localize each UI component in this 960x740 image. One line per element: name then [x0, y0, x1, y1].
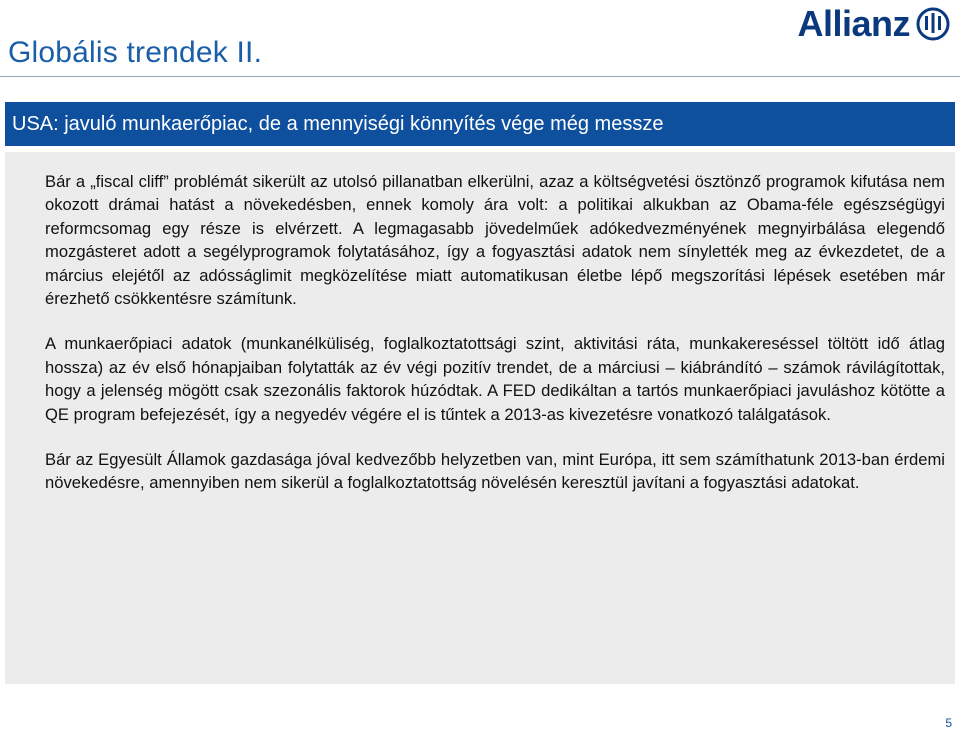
allianz-logo [797, 4, 950, 44]
bullet-marker [15, 332, 45, 426]
page-number: 5 [945, 716, 952, 730]
bullet-item [15, 170, 945, 310]
slide-title: Globális trendek II. [8, 36, 263, 69]
content-panel [5, 152, 955, 684]
logo-text: Allianz [797, 3, 910, 44]
bullet-marker [15, 170, 45, 310]
bullet-text: Bár a „fiscal cliff” problémát sikerült az utolsó pillanatban elkerülni, azaz a költségvetési ösztönző programok kifutása nem okozott drámai hatást a növekedésben, ennek komoly ára volt: a politikai alkukban az Obama-féle egészségügyi reformcsomag egy része is elvérzett. A legmagasabb jövedelműek adókedvezményének megnyirbálása elegendő mozgásteret adott a segélyprogramok folytatásához, így a fogyasztási adatok nem sínylették meg az évkezdetet, de a március elejétől az adósságlimit megközelítése miatt automatikusan életbe lépő megszorítási lépések esetében már érezhető csökkentésre számítunk. [45, 172, 945, 309]
bullet-item [15, 448, 945, 495]
bullet-marker [15, 448, 45, 495]
bullet-item [15, 332, 945, 426]
allianz-eagle-icon [916, 7, 950, 41]
bullet-text: Bár az Egyesült Államok gazdasága jóval kedvezőbb helyzetben van, mint Európa, itt sem számíthatunk 2013-ban érdemi növekedésre, amennyiben nem sikerül a foglalkoztatottság növelésén keresztül javítani a fogyasztási adatokat. [45, 450, 945, 493]
header-divider [0, 76, 960, 77]
bullet-text: A munkaerőpiaci adatok (munkanélküliség, foglalkoztatottsági szint, aktivitási ráta, munkakereséssel töltött idő átlag hossza) az év első hónapjaiban folytatták az év végi pozitív trendet, de a márciusi – kiábrándító – számok rávilágítottak, hogy a jelenség mögött csak szezonális faktorok húzódtak. A FED dedikáltan a tartós munkaerőpiaci javuláshoz kötötte a QE program befejezését, így a negyedév végére el is tűntek a 2013-as kivezetésre vonatkozó találgatások. [45, 334, 945, 424]
section-banner: USA: javuló munkaerőpiac, de a mennyiségi könnyítés vége még messze [5, 102, 955, 146]
